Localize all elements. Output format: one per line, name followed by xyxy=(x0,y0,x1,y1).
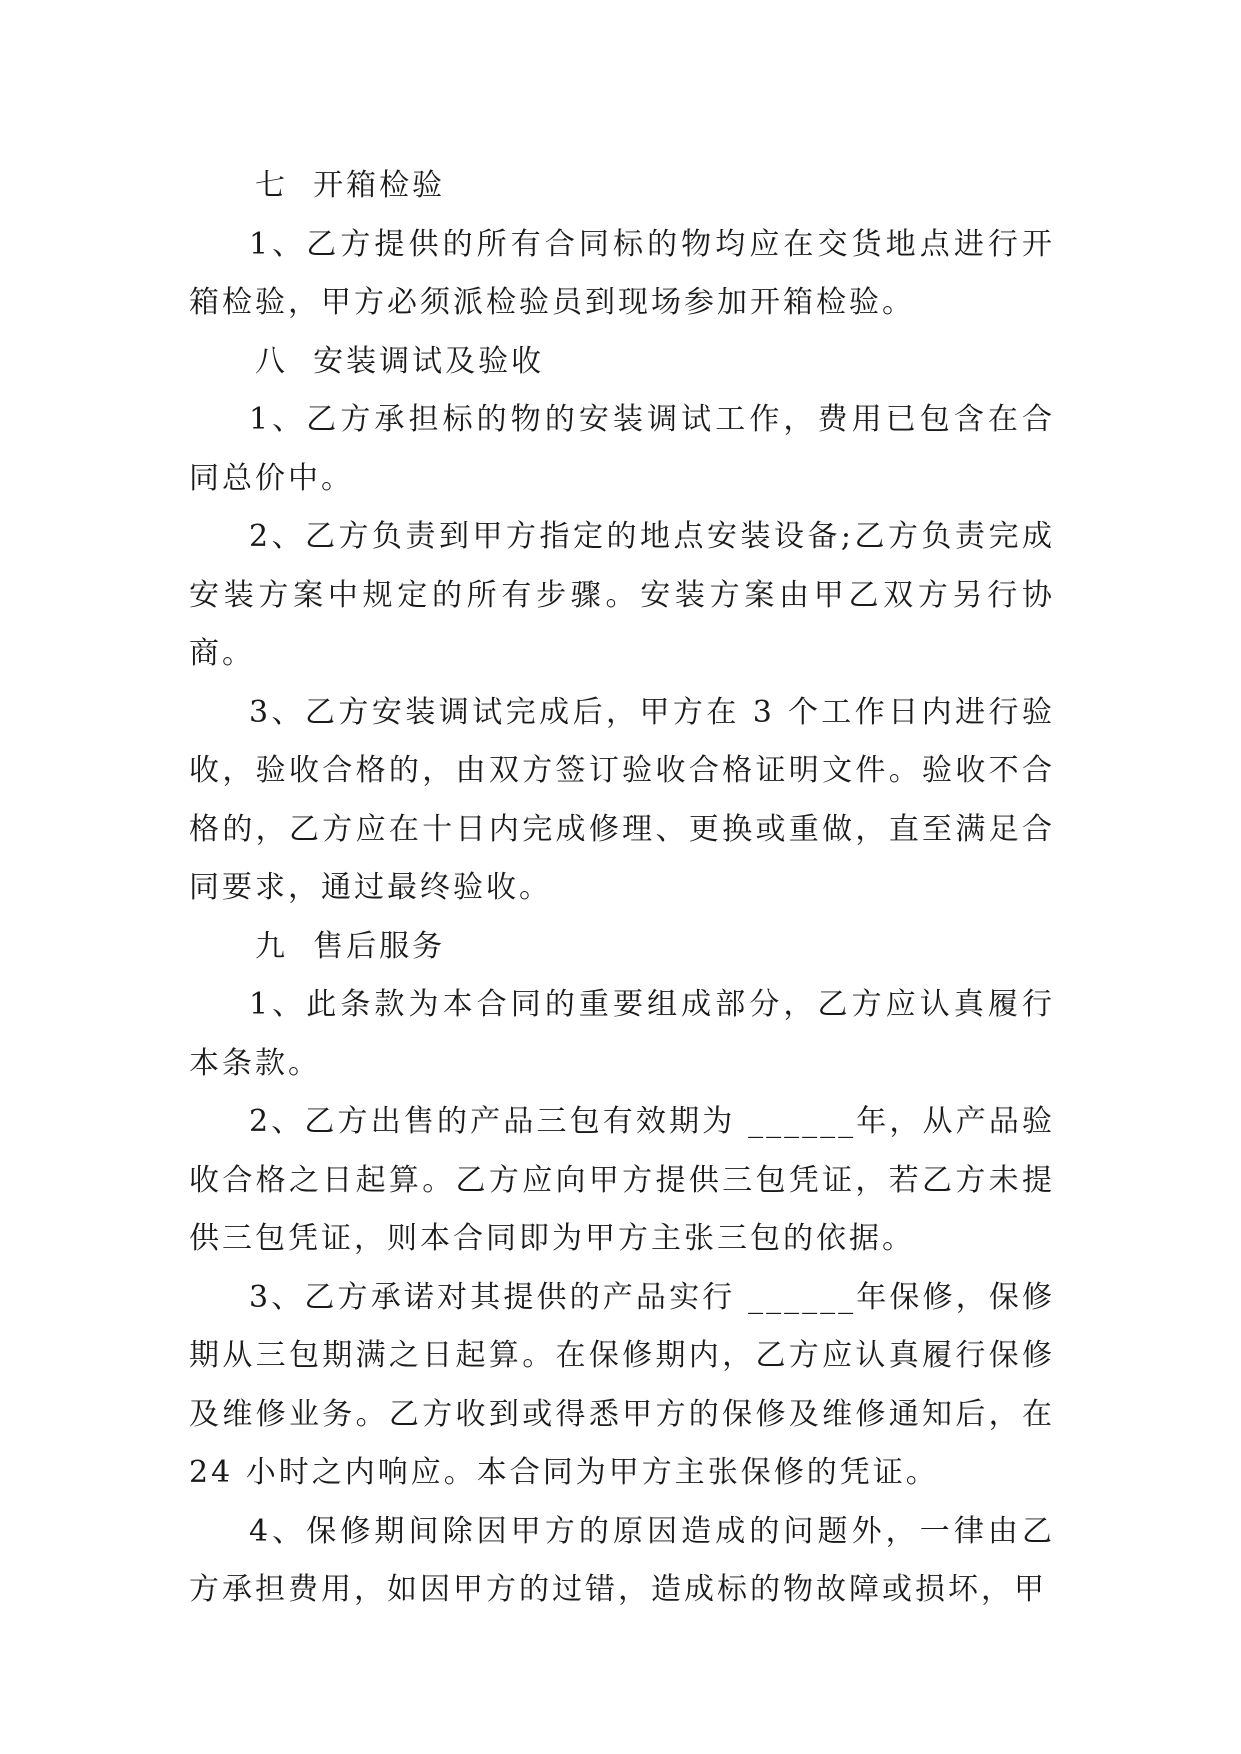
paragraph-9-1: 1、此条款为本合同的重要组成部分，乙方应认真履行本条款。 xyxy=(189,987,1055,1081)
paragraph-8-2: 2、乙方负责到甲方指定的地点安装设备;乙方负责完成安装方案中规定的所有步骤。安装方案由甲乙双方另行协商。 xyxy=(189,519,1055,671)
paragraph-8-3: 3、乙方安装调试完成后，甲方在 3 个工作日内进行验收，验收合格的，由双方签订验收合格证明文件。验收不合格的，乙方应在十日内完成修理、更换或重做，直至满足合同要求，通过最终验收。 xyxy=(189,694,1055,905)
paragraph-7-1: 1、乙方提供的所有合同标的物均应在交货地点进行开箱检验，甲方必须派检验员到现场参加开箱检验。 xyxy=(189,226,1055,320)
paragraph-9-3: 3、乙方承诺对其提供的产品实行 ______年保修，保修期从三包期满之日起算。在保修期内，乙方应认真履行保修及维修业务。乙方收到或得悉甲方的保修及维修通知后，在 24 小时之内响应。本合同为甲方主张保修的凭证。 xyxy=(189,1279,1055,1490)
paragraph-9-2: 2、乙方出售的产品三包有效期为 ______年，从产品验收合格之日起算。乙方应向甲方提供三包凭证，若乙方未提供三包凭证，则本合同即为甲方主张三包的依据。 xyxy=(189,1104,1055,1256)
section-heading-8: 八 安装调试及验收 xyxy=(255,343,545,379)
section-heading-9: 九 售后服务 xyxy=(255,928,446,964)
paragraph-9-4: 4、保修期间除因甲方的原因造成的问题外，一律由乙方承担费用，如因甲方的过错，造成标的物故障或损坏，甲 xyxy=(189,1513,1055,1607)
section-heading-7: 七 开箱检验 xyxy=(255,168,446,203)
document-body xyxy=(189,157,1055,1620)
paragraph-8-1: 1、乙方承担标的物的安装调试工作，费用已包含在合同总价中。 xyxy=(189,402,1055,496)
